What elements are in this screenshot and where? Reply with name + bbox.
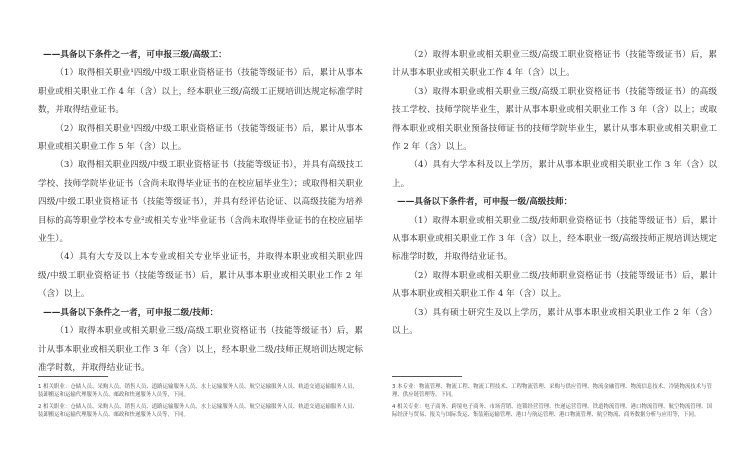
paragraph: （3）取得本职业或相关职业三级/高级工职业资格证书（技能等级证书）的高级技工学校、技师学院毕业生，累计从事本职业或相关职业工作 3 年（含）以上；或取得本职业或相关职业预备技师证书的技师学院毕业生，累计从事本职业或相关职业工作 2 年（含）以上。: [392, 86, 717, 153]
paragraph: （4）具有大学本科及以上学历，累计从事本职业或相关职业工作 3 年（含）以上。: [392, 160, 717, 189]
footnote: 4 相关专业：电子商务、跨境电子商务、市场营销、连锁经营管理、快递运营管理、铁道物流管理、港口物流管理、航空物流管理、国际经济与贸易、报关与国际货运、集装箱运输管理、港口与航运管理、港口物流管理、航空物流、商务数据分析与应用等，下同。: [392, 403, 712, 418]
heading-level-1: ——具备以下条件者，可申报一级/高级技师：: [397, 197, 573, 208]
paragraph: （3）取得相关职业四级/中级工职业资格证书（技能等级证书），并具有高级技工学校、技师学院毕业证书（含尚未取得毕业证书的在校应届毕业生）；或取得相关职业四级/中级工职业资格证书（技能等级证书），并具有经评估论证、以高级技能为培养目标的高等职业学校本专业²或相关专业³毕业证书（含尚未取得毕业证书的在校应届毕业生）。: [38, 160, 363, 245]
paragraph: （1）取得本职业或相关职业二级/技师职业资格证书（技能等级证书）后，累计从事本职业或相关职业工作 3 年（含）以上，经本职业一级/高级技师正规培训达规定标准学时数，并取得结业证书。: [392, 215, 717, 263]
heading-level-3: ——具备以下条件之一者，可申报三级/高级工：: [43, 50, 227, 60]
left-column: [38, 46, 363, 377]
footnote-divider: [38, 376, 108, 377]
paragraph: （2）取得本职业或相关职业二级/技师职业资格证书（技能等级证书）后，累计从事本职业或相关职业工作 4 年（含）以上。: [392, 270, 717, 300]
footnote-divider: [392, 376, 462, 377]
paragraph: （4）具有大专及以上本专业或相关专业毕业证书，并取得本职业或相关职业四级/中级工职业资格证书（技能等级证书）后，累计从事本职业或相关职业工作 2 年（含）以上。: [38, 252, 363, 300]
paragraph: （3）具有硕士研究生及以上学历，累计从事本职业或相关职业工作 2 年（含）以上。: [392, 307, 717, 337]
right-column: [392, 46, 717, 341]
footnote: 1 相关职业：仓储人员、采购人员、销售人员、道路运输服务人员、水上运输服务人员、航空运输服务人员、轨道交通运输服务人员、装卸搬运和运输代理服务人员、邮政和快递服务人员等，下同。: [38, 384, 358, 399]
footnote: 2 相关职业：仓储人员、采购人员、销售人员、道路运输服务人员、水上运输服务人员、航空运输服务人员、轨道交通运输服务人员、装卸搬运和运输代理服务人员、邮政和快递服务人员等，下同。: [38, 403, 358, 418]
paragraph: （2）取得相关职业¹四级/中级工职业资格证书（技能等级证书）后，累计从事本职业或相关职业工作 5 年（含）以上。: [38, 123, 363, 153]
paragraph: （2）取得本职业或相关职业三级/高级工职业资格证书（技能等级证书）后，累计从事本职业或相关职业工作 4 年（含）以上。: [392, 50, 717, 79]
heading-level-2: ——具备以下条件之一者，可申报二级/技师：: [43, 307, 219, 318]
paragraph: （1）取得相关职业¹四级/中级工职业资格证书（技能等级证书）后，累计从事本职业或相关职业工作 4 年（含）以上，经本职业三级/高级工正规培训达规定标准学时数，并取得结业证书。: [38, 68, 363, 116]
paragraph: （1）取得本职业或相关职业三级/高级工职业资格证书（技能等级证书）后，累计从事本职业或相关职业工作 3 年（含）以上，经本职业二级/技师正规培训达规定标准学时数，并取得结业证书。: [38, 326, 363, 373]
footnotes-left: [38, 383, 358, 422]
footnote: 3 本专业：物流管理、物流工程、物流工程技术、工程物流管理、采购与供应管理、物流金融管理、物流信息技术、冷链物流技术与管理、供应链管理等，下同。: [392, 384, 712, 399]
footnotes-right: [392, 383, 712, 422]
